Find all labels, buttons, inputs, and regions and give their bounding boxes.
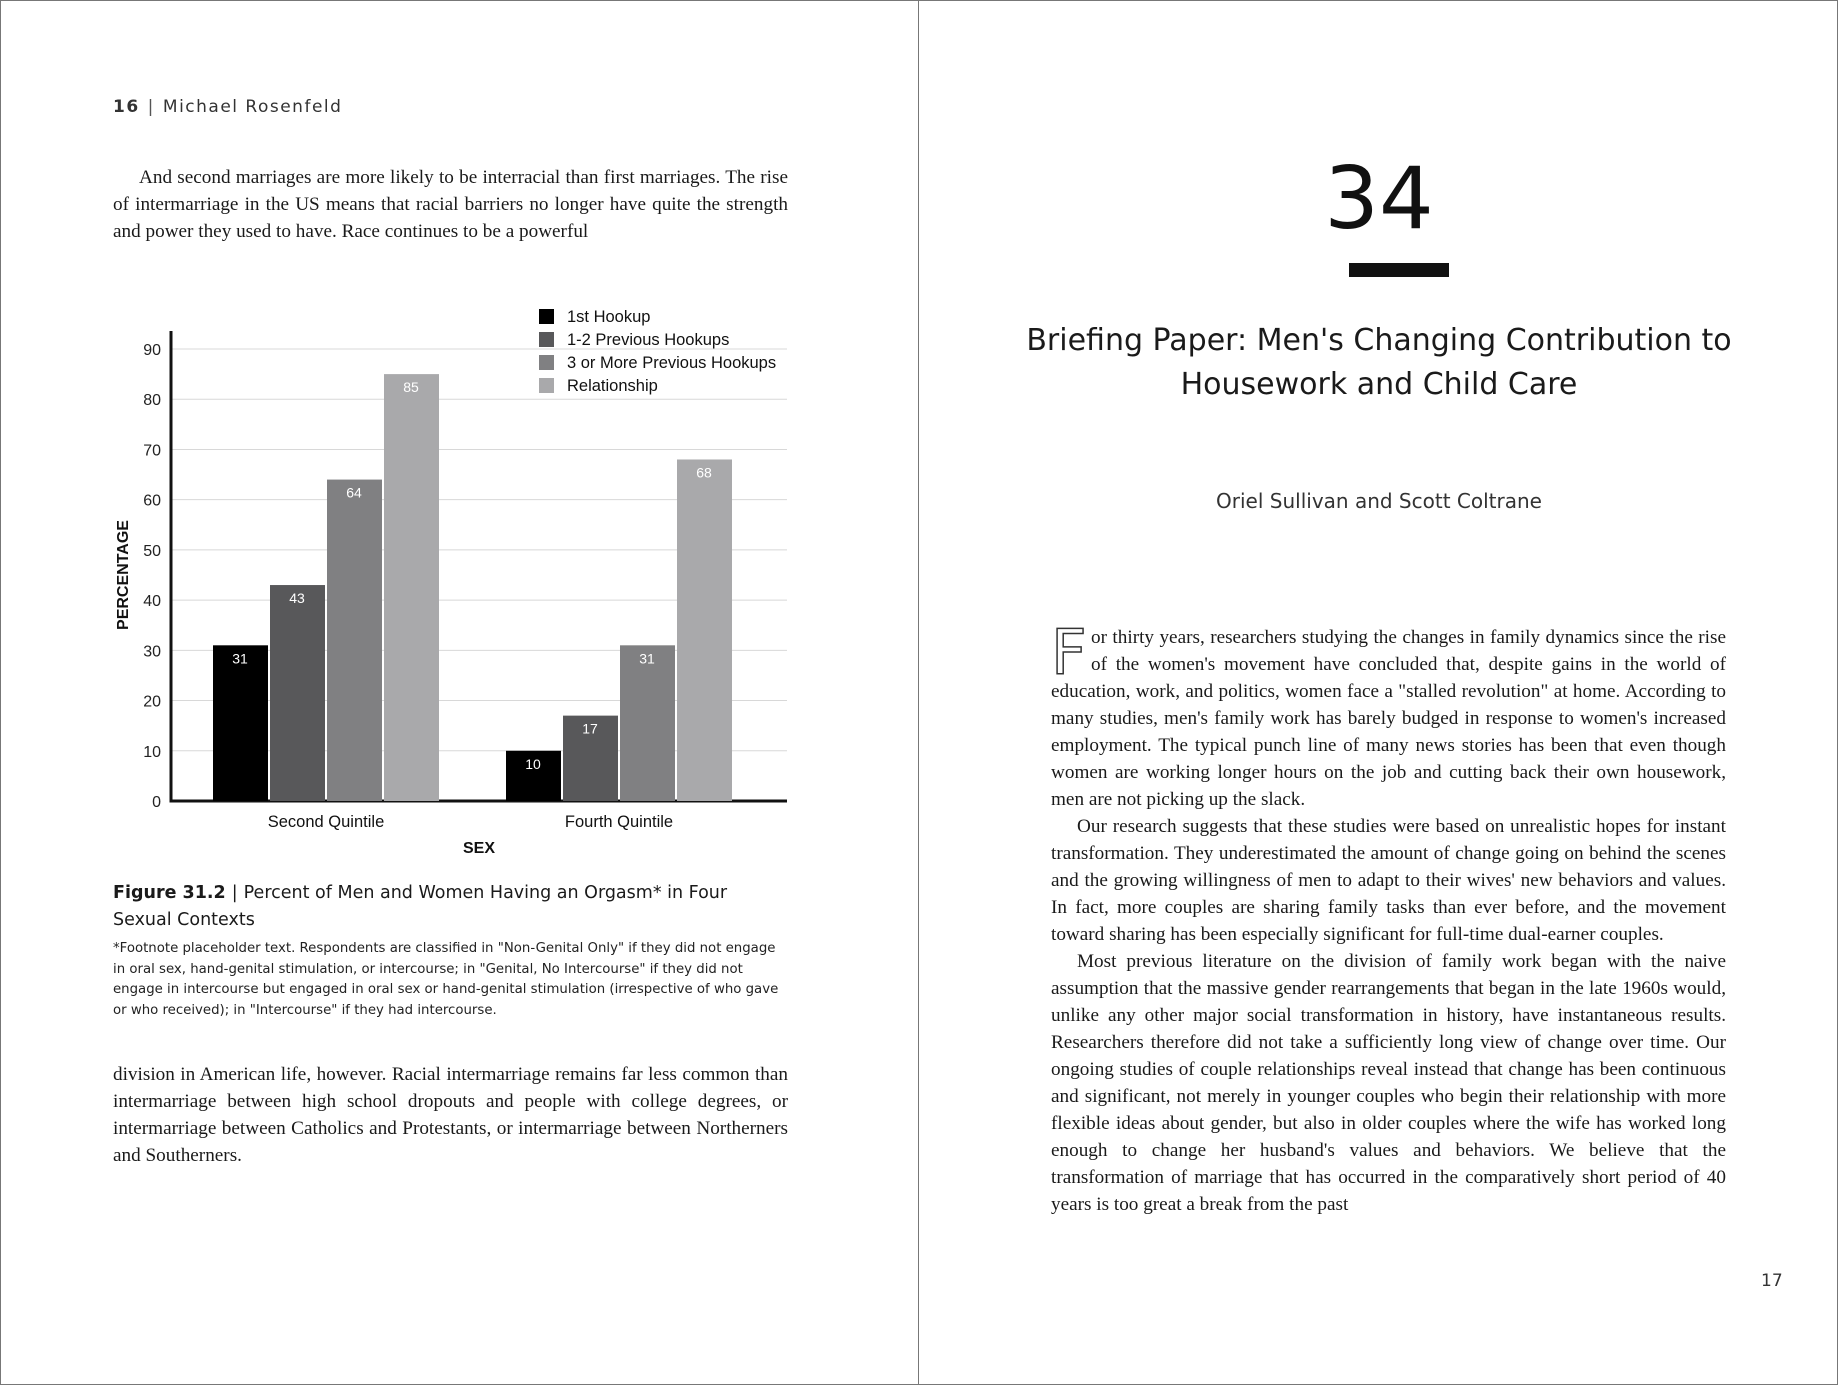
bar xyxy=(213,645,268,801)
figure-title: Percent of Men and Women Having an Orgasm* in Four Sexual Contexts xyxy=(113,883,728,930)
paragraph-top xyxy=(113,164,788,245)
bar-value-label: 10 xyxy=(525,755,541,772)
running-head-separator: | xyxy=(147,97,155,117)
legend-label: 3 or More Previous Hookups xyxy=(567,354,777,372)
bar-value-label: 31 xyxy=(639,650,655,667)
y-tick-label: 10 xyxy=(143,743,161,761)
right-page xyxy=(918,0,1838,1385)
x-axis-title: SEX xyxy=(462,840,496,857)
y-tick-label: 50 xyxy=(143,542,161,560)
y-axis-title: PERCENTAGE xyxy=(115,520,132,630)
figure-footnote: *Footnote placeholder text. Respondents are classified in "Non-Genital Only" if they did not engage in oral sex, hand-genital stimulation, or intercourse; in "Genital, No Intercourse" if they did not engage in intercourse but engaged in oral sex or hand-genital stimulation (irrespective of who gave or who received); in "Intercourse" if they had intercourse. xyxy=(113,941,779,1018)
paragraph-bottom-text: division in American life, however. Racial intermarriage remains far less common than intermarriage between high school dropouts and people with college degrees, or intermarriage between Catholics and Protestants, or intermarriage between Northerners and Southerners. xyxy=(113,1064,788,1166)
figure-label: Figure 31.2 xyxy=(113,883,226,903)
x-category-label: Fourth Quintile xyxy=(564,813,674,831)
y-tick-label: 60 xyxy=(143,492,161,510)
bar-value-label: 31 xyxy=(232,650,248,667)
legend-label: 1-2 Previous Hookups xyxy=(567,331,730,349)
legend-label: Relationship xyxy=(567,377,658,395)
figure-caption xyxy=(113,880,763,934)
legend-swatch xyxy=(539,378,554,393)
chapter-body xyxy=(1051,616,1726,1218)
legend-swatch xyxy=(539,309,554,324)
legend-label: 1st Hookup xyxy=(567,308,651,326)
bar xyxy=(327,480,382,801)
bar-value-label: 85 xyxy=(403,379,419,396)
figure-caption-separator: | xyxy=(231,883,238,903)
legend-swatch xyxy=(539,355,554,370)
bar-value-label: 68 xyxy=(696,464,712,481)
left-page xyxy=(0,0,918,1385)
running-head xyxy=(113,97,342,117)
paragraph-2: Our research suggests that these studies were based on unrealistic hopes for instant transformation. They underestimated the amount of change going on behind the scenes and the growing willingness of men to adapt to their wives' new behaviors and values. In fact, more couples are sharing family tasks than ever before, and the movement toward sharing has been especially significant for full-time dual-earner couples. xyxy=(1051,816,1726,945)
y-tick-label: 80 xyxy=(143,392,161,410)
chapter-authors: Oriel Sullivan and Scott Coltrane xyxy=(1216,489,1542,513)
y-tick-label: 30 xyxy=(143,643,161,661)
chapter-title: Briefing Paper: Men's Changing Contribution to Housework and Child Care xyxy=(1026,323,1732,402)
page-number-right: 17 xyxy=(1761,1271,1783,1291)
paragraph-top-text: And second marriages are more likely to be interracial than first marriages. The rise of intermarriage in the US means that racial barriers no longer have quite the strength and power they used to have. Race continues to be a powerful xyxy=(113,167,788,242)
paragraph-1 xyxy=(1051,616,1726,813)
bar-value-label: 64 xyxy=(346,484,362,501)
paragraph-3: Most previous literature on the division of family work began with the naive assumption that the massive gender rearrangements that began in the late 1960s would, unlike any other major social transformation in history, have instantaneous results. Researchers therefore did not take a sufficiently long view of change over time. Our ongoing studies of couple relationships reveal instead that change has been continuous and significant, not merely in younger couples who begin their relationship with more flexible ideas about gender, but also in older couples where the wife has worked long enough to change her husband's values and behaviors. We believe that the transformation of marriage that has occurred in the comparatively short period of 40 years is too great a break from the past xyxy=(1051,951,1726,1215)
y-tick-label: 40 xyxy=(143,593,161,611)
bar-value-label: 43 xyxy=(289,590,305,607)
x-category-label: Second Quintile xyxy=(267,813,385,831)
bar-value-label: 17 xyxy=(582,720,598,737)
y-tick-label: 90 xyxy=(143,342,161,359)
bar-chart xyxy=(101,291,801,861)
y-tick-label: 0 xyxy=(152,794,161,811)
bar xyxy=(620,645,675,801)
bar xyxy=(270,585,325,801)
paragraph-bottom xyxy=(113,1061,788,1169)
chapter-number: 34 xyxy=(1324,149,1434,249)
bar-chart-svg xyxy=(101,291,801,861)
bar xyxy=(384,374,439,801)
legend-swatch xyxy=(539,332,554,347)
paragraph-1-text: or thirty years, researchers studying the changes in family dynamics since the rise of the women's movement have concluded that, despite gains in the world of education, work, and politics, women face a "stalled revolution" at home. According to many studies, men's family work has barely budged in response to women's increased employment. The typical punch line of many news stories has been that even though women are working longer hours on the job and cutting back their own housework, men are not picking up the slack. xyxy=(1051,627,1726,810)
y-tick-label: 70 xyxy=(143,442,161,460)
page-number-left: 16 xyxy=(113,97,140,117)
y-tick-label: 20 xyxy=(143,693,161,711)
bar xyxy=(677,459,732,801)
drop-cap: F xyxy=(1051,616,1087,689)
chapter-rule xyxy=(1349,263,1449,277)
running-head-author: Michael Rosenfeld xyxy=(162,97,343,117)
